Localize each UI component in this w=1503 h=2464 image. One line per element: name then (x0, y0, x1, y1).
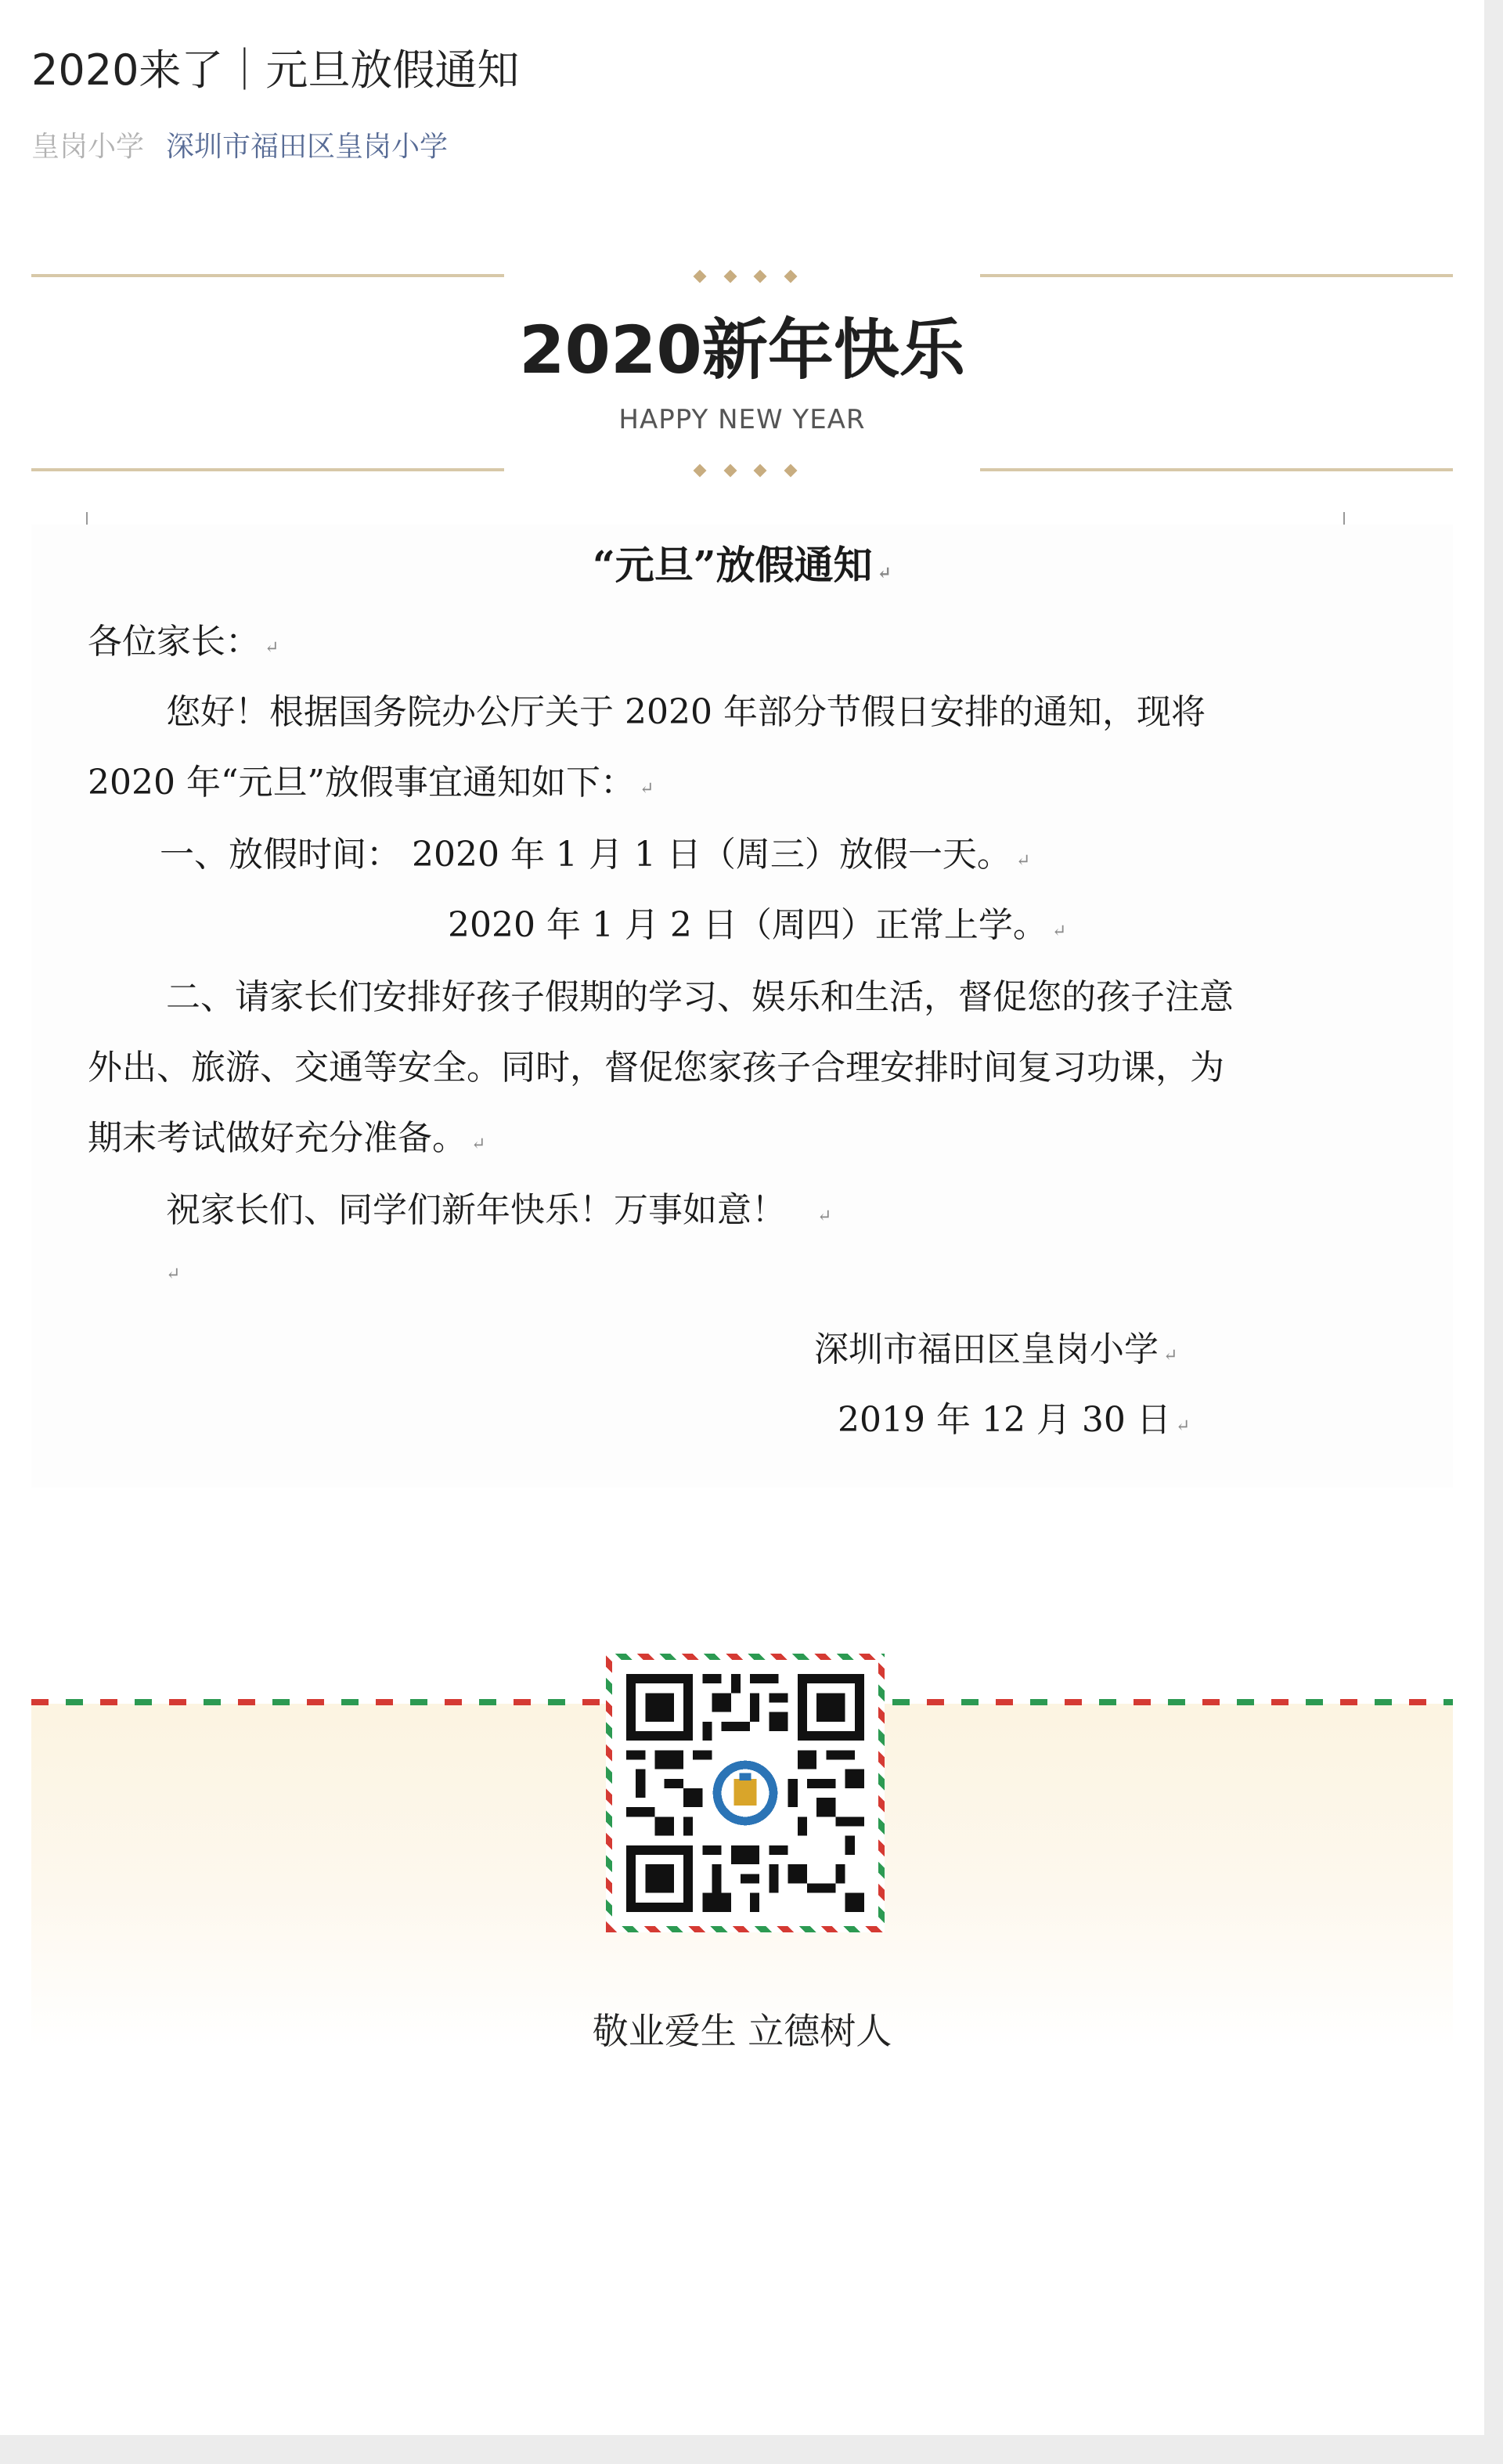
notice-item2-line2: 外出、旅游、交通等安全。同时，督促您家孩子合理安排时间复习功课，为 (88, 1048, 1224, 1088)
qr-code-frame[interactable] (606, 1654, 885, 1932)
diamond-icon (754, 270, 767, 283)
notice-heading: “元旦”放假通知 ↵ (593, 542, 892, 588)
notice-signature: 深圳市福田区皇岗小学 ↵ (814, 1329, 1178, 1369)
account-link[interactable]: 深圳市福田区皇岗小学 (166, 131, 449, 163)
banner-line-top-left (31, 274, 504, 277)
diamond-icon (723, 464, 737, 478)
bottom-bar (0, 2435, 1484, 2464)
notice-item1-line1: 一、放假时间： 2020 年 1 月 1 日（周三）放假一天。 ↵ (160, 835, 1031, 875)
diamond-icon (784, 270, 797, 283)
diamond-icon (723, 270, 737, 283)
article-meta (31, 127, 448, 168)
notice-item1-line2: 2020 年 1 月 2 日（周四）正常上学。 ↵ (448, 905, 1067, 945)
notice-intro-line2: 2020 年“元旦”放假事宜通知如下： ↵ (88, 763, 654, 803)
banner-dots-top (695, 272, 795, 281)
notice-blank-line: ↵ (166, 1264, 181, 1284)
notice-wishes: 祝家长们、同学们新年快乐！万事如意！ ↵ (166, 1190, 832, 1230)
notice-date: 2019 年 12 月 30 日 ↵ (838, 1400, 1191, 1440)
diamond-icon (784, 464, 797, 478)
notice-greeting: 各位家长： ↵ (88, 622, 279, 662)
school-logo-icon (709, 1757, 781, 1829)
diamond-icon (694, 464, 707, 478)
article-title: 2020来了｜元旦放假通知 (31, 45, 520, 95)
banner-title: 2020新年快乐 (519, 312, 965, 388)
notice-item2-line3: 期末考试做好充分准备。 ↵ (88, 1118, 486, 1158)
school-slogan: 敬业爱生 立德树人 (592, 2010, 892, 2052)
banner-dots-bottom (695, 466, 795, 475)
banner-line-bottom-left (31, 468, 504, 471)
author-name: 皇岗小学 (31, 131, 145, 163)
qr-code-icon[interactable] (626, 1674, 864, 1912)
banner-line-bottom-right (980, 468, 1453, 471)
diamond-icon (694, 270, 707, 283)
notice-document (31, 525, 1453, 1488)
notice-intro-line1: 您好！根据国务院办公厅关于 2020 年部分节假日安排的通知，现将 (166, 692, 1206, 732)
scrollbar-track[interactable] (1484, 0, 1503, 2464)
banner-subtitle: HAPPY NEW YEAR (618, 404, 866, 435)
notice-item2-line1: 二、请家长们安排好孩子假期的学习、娱乐和生活，督促您的孩子注意 (166, 977, 1234, 1017)
diamond-icon (754, 464, 767, 478)
banner-line-top-right (980, 274, 1453, 277)
